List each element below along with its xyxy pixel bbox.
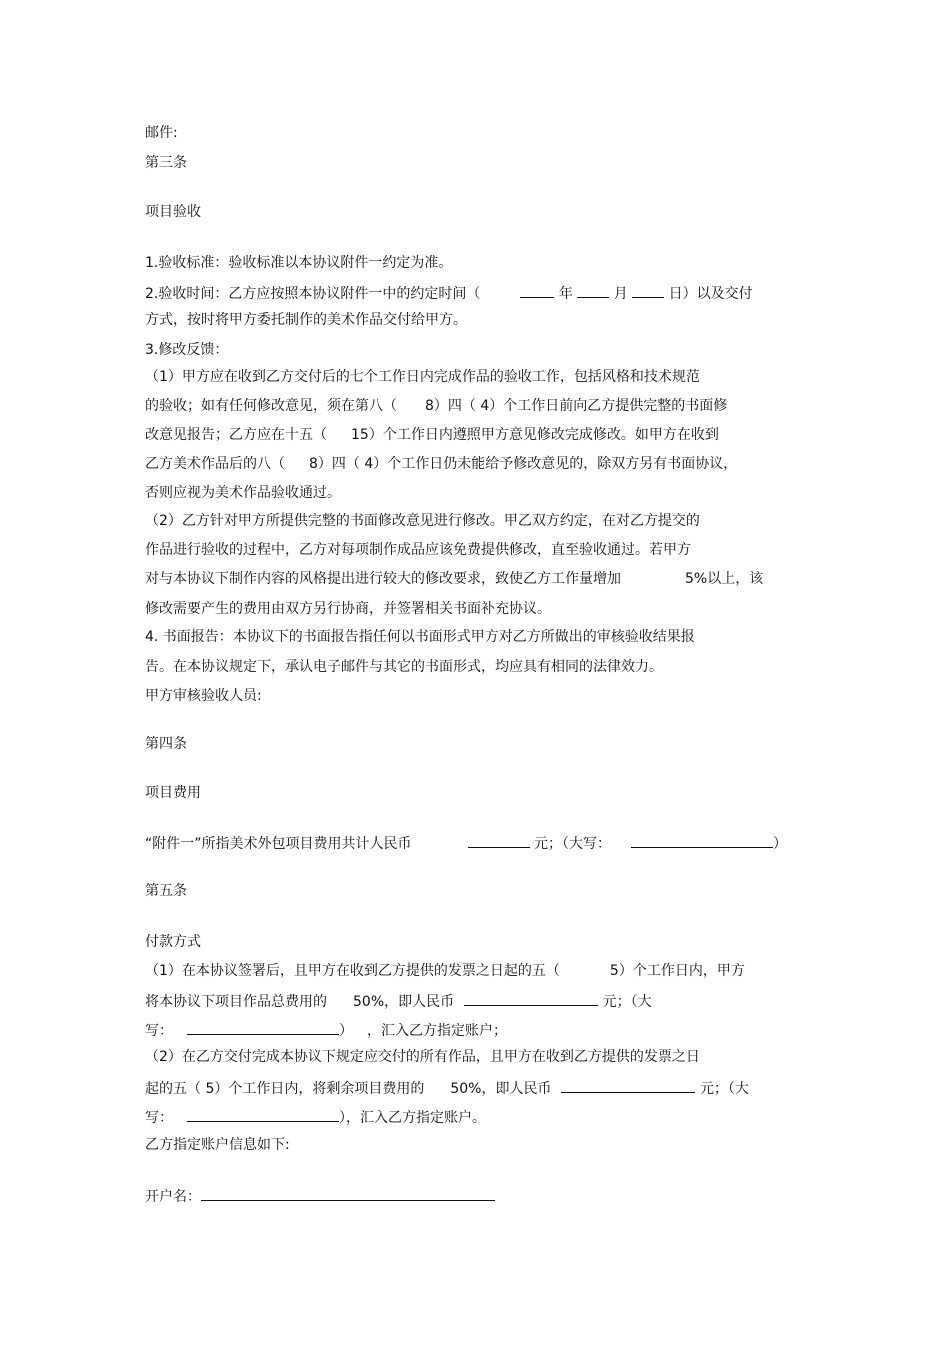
email-label: 邮件:	[145, 125, 178, 141]
payment-2-line-3-b: ），汇入乙方指定账户。	[339, 1110, 486, 1126]
account-name-label: 开户名：	[145, 1189, 201, 1205]
revision-p1-line-3-b: 15）个工作日内遵照甲方意见修改完成修改。如甲方在收到	[351, 427, 719, 443]
revision-p2-line-3-a: 对与本协议下制作内容的风格提出进行较大的修改要求，致使乙方工作量增加	[145, 571, 621, 587]
article-5-title: 第五条	[145, 883, 187, 899]
payment-1-amount-blank	[464, 991, 598, 1006]
article-3-heading: 项目验收	[145, 204, 201, 220]
revision-p2-line-4: 修改需要产生的费用由双方另行协商，并签署相关书面补充协议。	[145, 601, 551, 617]
payment-2-line-2	[145, 1078, 749, 1096]
account-info-label: 乙方指定账户信息如下:	[145, 1137, 290, 1153]
account-name-line	[145, 1186, 495, 1204]
payment-1-line-2-b: 50%，即人民币	[353, 994, 455, 1010]
project-fee-line	[145, 833, 787, 851]
payment-1-line-3-c: ，汇入乙方指定账户；	[367, 1023, 507, 1039]
payment-2-amount-blank	[561, 1078, 695, 1093]
article-3-title: 第三条	[145, 155, 187, 171]
payment-2-capital-blank	[187, 1107, 339, 1122]
payment-1-line-3-a: 写：	[145, 1023, 173, 1039]
account-name-blank	[201, 1186, 495, 1201]
reviewer-label: 甲方审核验收人员:	[145, 688, 262, 704]
revision-p1-line-2-b: 8）四（ 4）个工作日前向乙方提供完整的书面修	[425, 398, 728, 414]
revision-p2-line-3-b: 5%以上，该	[685, 571, 764, 587]
payment-1-line-2	[145, 991, 652, 1009]
payment-1-line-1-b: 5）个工作日内，甲方	[609, 963, 745, 979]
year-label: 年	[558, 286, 573, 302]
acceptance-time-text: 2.验收时间：乙方应按照本协议附件一中的约定时间（	[145, 286, 481, 302]
payment-2-line-2-a: 起的五（ 5）个工作日内，将剩余项目费用的	[145, 1081, 425, 1097]
revision-p1-line-4-a: 乙方美术作品后的八（	[145, 456, 285, 472]
fee-amount-blank	[468, 833, 530, 848]
fee-capital-blank	[631, 833, 773, 848]
payment-1-line-3	[145, 1020, 507, 1038]
payment-2-line-3-a: 写：	[145, 1110, 173, 1126]
revision-p1-line-1: （1）甲方应在收到乙方交付后的七个工作日内完成作品的验收工作，包括风格和技术规范	[145, 369, 700, 385]
revision-p1-line-5: 否则应视为美术作品验收通过。	[145, 485, 341, 501]
revision-p1-line-3	[145, 426, 719, 444]
payment-1-line-1-a: （1）在本协议签署后，且甲方在收到乙方提供的发票之日起的五（	[145, 963, 560, 979]
project-fee-text: “附件一”所指美术外包项目费用共计人民币	[145, 836, 412, 852]
revision-p2-line-1: （2）乙方针对甲方所提供完整的书面修改意见进行修改。甲乙双方约定，在对乙方提交的	[145, 513, 700, 529]
payment-2-line-1: （2）在乙方交付完成本协议下规定应交付的所有作品，且甲方在收到乙方提供的发票之日	[145, 1049, 700, 1065]
revision-p1-line-4	[145, 455, 737, 473]
payment-2-line-2-c: 元；（大	[699, 1081, 749, 1097]
article-4-heading: 项目费用	[145, 785, 201, 801]
payment-1-line-1	[145, 962, 745, 980]
month-blank	[577, 283, 609, 298]
revision-p1-line-2	[145, 397, 727, 415]
revision-p2-line-2: 作品进行验收的过程中，乙方对每项制作成品应该免费提供修改，直至验收通过。若甲方	[145, 542, 691, 558]
payment-1-line-2-a: 将本协议下项目作品总费用的	[145, 994, 327, 1010]
fee-capital-label: 元；（大写：	[533, 836, 611, 852]
payment-1-line-3-b: ）	[339, 1023, 353, 1039]
day-blank	[632, 283, 664, 298]
article-5-heading: 付款方式	[145, 934, 201, 950]
fee-close-paren: ）	[772, 836, 787, 852]
revision-p1-line-2-a: 的验收；如有任何修改意见，须在第八（	[145, 398, 397, 414]
month-label: 月	[613, 286, 628, 302]
written-report-line-1: 4. 书面报告：本协议下的书面报告指任何以书面形式甲方对乙方所做出的审核验收结果报	[145, 629, 695, 645]
revision-feedback-label: 3.修改反馈：	[145, 342, 229, 358]
revision-p1-line-4-b: 8）四（ 4）个工作日仍未能给予修改意见的，除双方另有书面协议，	[309, 456, 738, 472]
revision-p2-line-3	[145, 570, 763, 588]
payment-1-line-2-c: 元；（大	[602, 994, 652, 1010]
revision-p1-line-3-a: 改意见报告；乙方应在十五（	[145, 427, 327, 443]
acceptance-time-line	[145, 283, 753, 301]
year-blank	[520, 283, 554, 298]
payment-2-line-3	[145, 1107, 486, 1125]
payment-2-line-2-b: 50%，即人民币	[450, 1081, 552, 1097]
day-label: 日）以及交付	[668, 286, 753, 302]
written-report-line-2: 告。在本协议规定下，承认电子邮件与其它的书面形式，均应具有相同的法律效力。	[145, 659, 663, 675]
acceptance-standard: 1.验收标准：验收标准以本协议附件一约定为准。	[145, 255, 453, 271]
acceptance-time-line-2: 方式，按时将甲方委托制作的美术作品交付给甲方。	[145, 312, 467, 328]
payment-1-capital-blank	[187, 1020, 339, 1035]
article-4-title: 第四条	[145, 736, 187, 752]
